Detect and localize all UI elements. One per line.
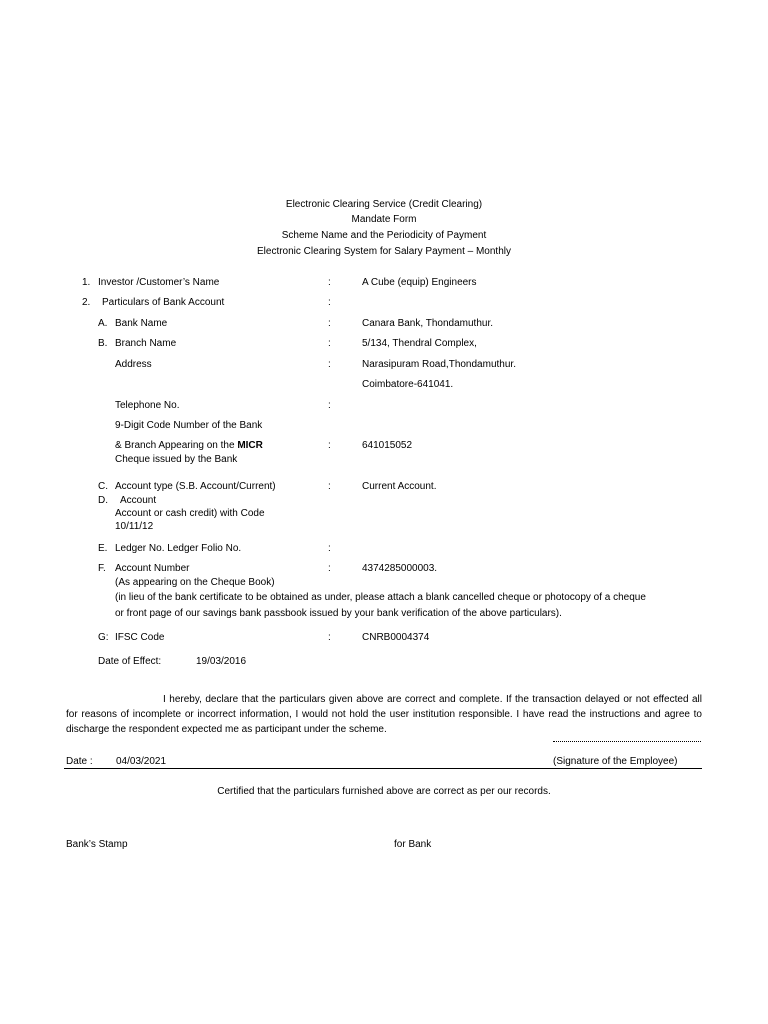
micr-value: 641015052: [362, 440, 413, 451]
form-subtitle: Mandate Form: [351, 214, 417, 225]
address-label: Address: [115, 359, 152, 370]
bank-particulars-label: Particulars of Bank Account: [102, 297, 225, 308]
micr-label-line2: & Branch Appearing on the MICR: [115, 440, 263, 451]
signature-line: [553, 741, 701, 742]
separator: :: [328, 338, 331, 349]
branch-name-label: Branch Name: [115, 338, 177, 349]
investor-name-label: Investor /Customer’s Name: [98, 277, 220, 288]
separator: :: [328, 543, 331, 554]
investor-name-value: A Cube (equip) Engineers: [362, 277, 477, 288]
separator: :: [328, 481, 331, 492]
separator: :: [328, 563, 331, 574]
divider: [64, 768, 702, 769]
scheme-heading: Scheme Name and the Periodicity of Payment: [281, 230, 487, 241]
bank-name-value: Canara Bank, Thondamuthur.: [362, 318, 494, 329]
item-letter: B.: [98, 338, 108, 349]
certified-text: Certified that the particulars furnished above are correct as per our records.: [217, 786, 551, 797]
address-value-line2: Coimbatore-641041.: [362, 379, 454, 390]
micr-label-line1: 9-Digit Code Number of the Bank: [115, 420, 263, 431]
item-letter: C.: [98, 481, 108, 492]
address-value-line1: Narasipuram Road,Thondamuthur.: [362, 359, 516, 370]
bank-name-label: Bank Name: [115, 318, 168, 329]
date-of-effect-label: Date of Effect:: [98, 656, 162, 667]
account-type-value: Current Account.: [362, 481, 437, 492]
separator: :: [328, 359, 331, 370]
ifsc-value: CNRB0004374: [362, 632, 430, 643]
account-type-label: Account type (S.B. Account/Current): [115, 481, 276, 492]
account-number-note1: (As appearing on the Cheque Book): [115, 577, 275, 588]
for-bank-label: for Bank: [394, 839, 432, 850]
separator: :: [328, 318, 331, 329]
item-letter: D.: [98, 495, 108, 506]
date-of-effect-value: 19/03/2016: [196, 656, 247, 667]
ifsc-label: IFSC Code: [115, 632, 165, 643]
account-number-note2: (in lieu of the bank certificate to be obtained as under, please attach a blank cancelled cheque or photocopy of a cheque: [115, 592, 646, 603]
declaration-text: I hereby, declare that the particulars given above are correct and complete. If the transaction delayed or not effected all for reasons of incomplete or incorrect information, I would not hold the user institution responsible. I have read the instructions and agree to discharge the respondent expected me as participant under the scheme.: [66, 694, 702, 735]
date-label: Date :: [66, 756, 93, 767]
item-number: 2.: [82, 297, 91, 308]
signature-caption: (Signature of the Employee): [553, 756, 678, 767]
separator: :: [328, 440, 331, 451]
item-letter: F.: [98, 563, 106, 574]
item-letter: E.: [98, 543, 108, 554]
item-letter: G:: [98, 632, 109, 643]
account-number-label: Account Number: [115, 563, 190, 574]
separator: :: [328, 297, 331, 308]
declaration-paragraph: [66, 692, 702, 737]
account-type-label-line4: 10/11/12: [115, 521, 154, 532]
item-letter: A.: [98, 318, 108, 329]
separator: :: [328, 277, 331, 288]
item-number: 1.: [82, 277, 91, 288]
ledger-label: Ledger No. Ledger Folio No.: [115, 543, 242, 554]
scheme-description: Electronic Clearing System for Salary Payment – Monthly: [257, 246, 511, 257]
account-type-label-line3: Account or cash credit) with Code: [115, 508, 265, 519]
micr-label-line3: Cheque issued by the Bank: [115, 454, 238, 465]
date-value: 04/03/2021: [116, 756, 167, 767]
bank-stamp-label: Bank’s Stamp: [66, 839, 128, 850]
branch-name-value: 5/134, Thendral Complex,: [362, 338, 477, 349]
account-type-label-line2: Account: [120, 495, 157, 506]
telephone-label: Telephone No.: [115, 400, 180, 411]
account-number-note3: or front page of our savings bank passbook issued by your bank verification of the above particulars).: [115, 608, 562, 619]
separator: :: [328, 400, 331, 411]
form-title: Electronic Clearing Service (Credit Clearing): [285, 199, 483, 210]
account-number-value: 4374285000003.: [362, 563, 438, 574]
micr-bold-text: MICR: [237, 440, 263, 451]
separator: :: [328, 632, 331, 643]
